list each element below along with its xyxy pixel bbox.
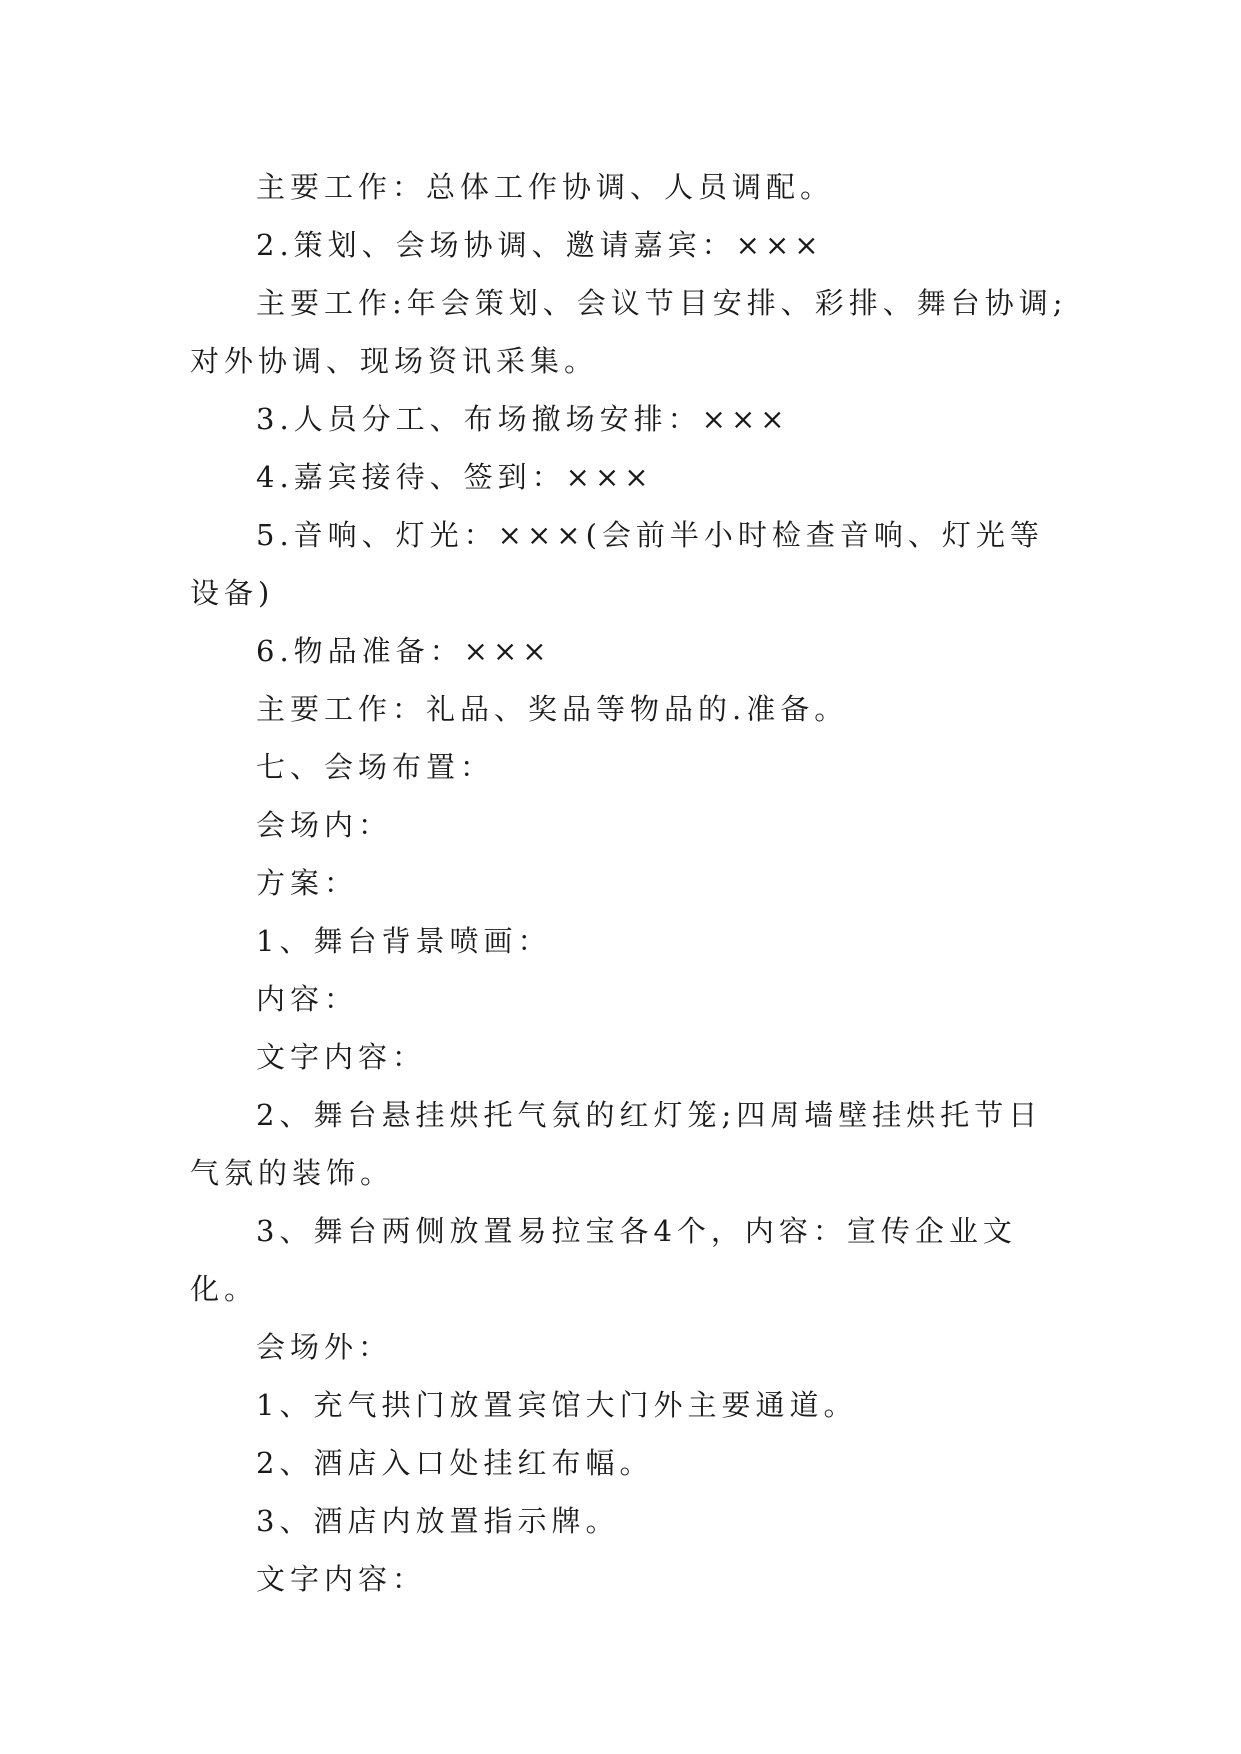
paragraph-main-work-gifts: 主要工作：礼品、奖品等物品的.准备。 <box>256 692 849 726</box>
paragraph-content: 内容： <box>256 982 359 1016</box>
paragraph-inflatable-arch: 1、充气拱门放置宾馆大门外主要通道。 <box>256 1388 858 1422</box>
paragraph-rollup-banners: 3、舞台两侧放置易拉宝各4个，内容：宣传企业文化。 <box>190 1214 1017 1306</box>
paragraph-stage-backdrop: 1、舞台背景喷画： <box>256 924 552 958</box>
paragraph-main-work-coordination: 主要工作：总体工作协调、人员调配。 <box>256 170 835 204</box>
paragraph-plan: 方案： <box>256 866 359 900</box>
paragraph-audio-lighting: 5.音响、灯光：×××(会前半小时检查音响、灯光等设备) <box>190 518 1044 610</box>
paragraph-planning-venue: 2.策划、会场协调、邀请嘉宾：××× <box>256 228 824 262</box>
paragraph-lanterns-decor: 2、舞台悬挂烘托气氛的红灯笼;四周墙壁挂烘托节日气氛的装饰。 <box>190 1098 1043 1190</box>
document-body <box>190 158 1070 1608</box>
paragraph-supplies: 6.物品准备：××× <box>256 634 552 668</box>
paragraph-text-content: 文字内容： <box>256 1040 427 1074</box>
paragraph-indoor: 会场内： <box>256 808 393 842</box>
section-heading-venue-layout: 七、会场布置： <box>256 750 495 784</box>
paragraph-main-work-planning: 主要工作:年会策划、会议节目安排、彩排、舞台协调;对外协调、现场资讯采集。 <box>190 286 1068 378</box>
paragraph-text-content-final: 文字内容： <box>256 1562 427 1596</box>
paragraph-guest-reception: 4.嘉宾接待、签到：××× <box>256 460 654 494</box>
paragraph-staff-assignment: 3.人员分工、布场撤场安排：××× <box>256 402 790 436</box>
paragraph-outdoor: 会场外： <box>256 1330 393 1364</box>
paragraph-signage: 3、酒店内放置指示牌。 <box>256 1504 620 1538</box>
paragraph-red-banner: 2、酒店入口处挂红布幅。 <box>256 1446 654 1480</box>
